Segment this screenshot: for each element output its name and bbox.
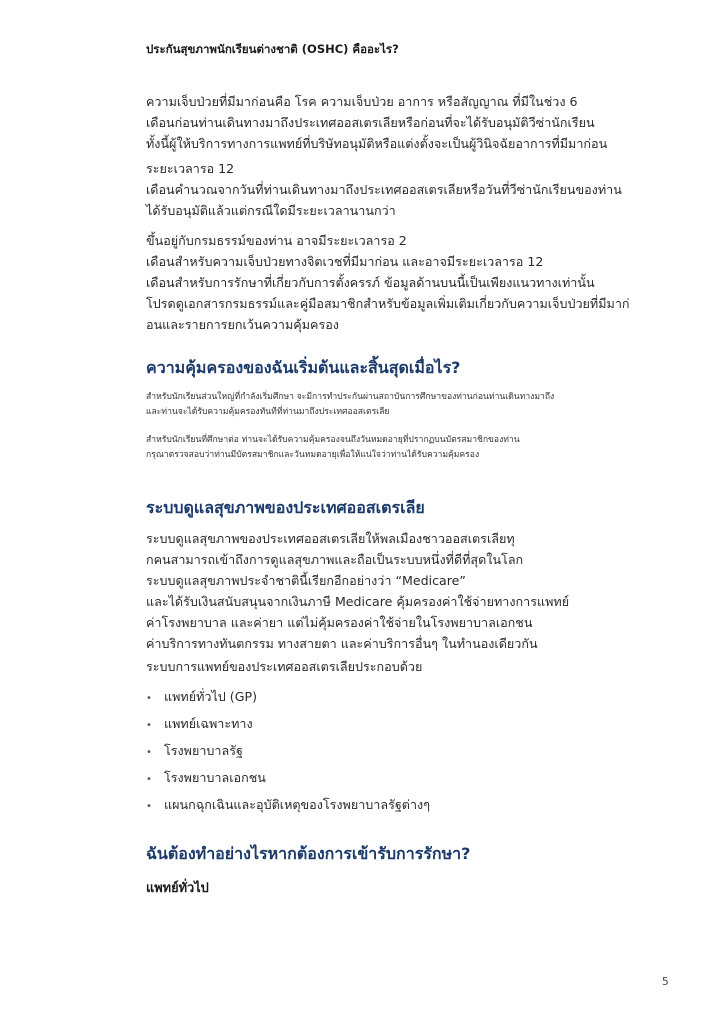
medical-system-list [146,687,430,822]
coverage-paragraph-2 [146,433,681,463]
text-line: ค่าบริการทางทันตกรรม ทางสายตา และค่าบริการอื่นๆ ในทำนองเดียวกัน [146,636,538,651]
gp-subheading: แพทย์ทั่วไป [146,881,209,896]
text-line: สำหรับนักเรียนส่วนใหญ่ที่กำลังเริ่มศึกษา จะมีการทำประกันผ่านสถาบันการศึกษาของท่านก่อนท่านเดินทางมาถึง [146,392,555,402]
pre-existing-paragraph [146,91,681,154]
text-line: ระบบการแพทย์ของประเทศออสเตรเลียประกอบด้วย [146,659,423,674]
text-line: เดือนสำหรับความเจ็บป่วยทางจิตเวชที่มีมาก่อน และอาจมีระยะเวลารอ 12 [146,254,544,269]
treatment-heading: ฉันต้องทำอย่างไรหากต้องการเข้ารับการรักษา? [146,844,471,863]
text-line: กรุณาตรวจสอบว่าท่านมีบัตรสมาชิกและวันหมดอายุเพื่อให้แน่ใจว่าท่านได้รับความคุ้มครอง [146,450,480,460]
list-intro [146,656,681,677]
text-line: ทั้งนี้ผู้ให้บริการทางการแพทย์ที่บริษัทอนุมัติหรือแต่งตั้งจะเป็นผู้วินิจฉัยอาการที่มีมาก่อน [146,136,608,151]
health-system-heading: ระบบดูแลสุขภาพของประเทศออสเตรเลีย [146,498,425,517]
coverage-paragraph-1 [146,390,681,420]
list-item [146,795,430,822]
list-item [146,687,430,714]
text-line: ระบบดูแลสุขภาพประจำชาตินี้เรียกอีกอย่างว่า “Medicare” [146,573,466,588]
list-item-text: แผนกฉุกเฉินและอุบัติเหตุของโรงพยาบาลรัฐต่างๆ [164,797,430,812]
bullet-icon: • [146,774,152,785]
text-line: โปรดดูเอกสารกรมธรรม์และคู่มือสมาชิกสำหรับข้อมูลเพิ่มเติมเกี่ยวกับความเจ็บป่วยที่มีมาก่ [146,296,630,311]
coverage-heading: ความคุ้มครองของฉันเริ่มต้นและสิ้นสุดเมื่อไร? [146,358,461,377]
text-line: และได้รับเงินสนับสนุนจากเงินภาษี Medicare คุ้มครองค่าใช้จ่ายทางการแพทย์ [146,594,570,609]
bullet-icon: • [146,693,152,704]
text-line: เดือนก่อนท่านเดินทางมาถึงประเทศออสเตรเลียหรือก่อนที่จะได้รับอนุมัติวีซ่านักเรียน [146,115,595,130]
list-item [146,741,430,768]
page-header: ประกันสุขภาพนักเรียนต่างชาติ (OSHC) คืออะไร? [146,42,399,56]
text-line: และท่านจะได้รับความคุ้มครองทันทีที่ท่านมาถึงประเทศออสเตรเลีย [146,407,390,417]
bullet-icon: • [146,747,152,758]
health-system-paragraph [146,528,681,654]
list-item [146,768,430,795]
text-line: ได้รับอนุมัติแล้วแต่กรณีใดมีระยะเวลานานกว่า [146,203,396,218]
text-line: เดือนสำหรับการรักษาที่เกี่ยวกับการตั้งครรภ์ ข้อมูลด้านบนนี้เป็นเพียงแนวทางเท่านั้น [146,275,595,290]
bullet-icon: • [146,720,152,731]
list-item [146,714,430,741]
text-line: สำหรับนักเรียนที่ศึกษาต่อ ท่านจะได้รับความคุ้มครองจนถึงวันหมดอายุที่ปรากฏบนบัตรสมาชิกของท่าน [146,435,520,445]
text-line: ระยะเวลารอ 12 [146,161,235,176]
list-item-text: แพทย์ทั่วไป (GP) [164,689,257,704]
list-item-text: โรงพยาบาลเอกชน [164,770,266,785]
waiting-period-paragraph [146,158,681,221]
text-line: ขึ้นอยู่กับกรมธรรม์ของท่าน อาจมีระยะเวลารอ 2 [146,233,407,248]
page-number: 5 [662,976,669,988]
text-line: อนและรายการยกเว้นความคุ้มครอง [146,317,339,332]
text-line: ความเจ็บป่วยที่มีมาก่อนคือ โรค ความเจ็บป่วย อาการ หรือสัญญาณ ที่มีในช่วง 6 [146,94,578,109]
list-item-text: โรงพยาบาลรัฐ [164,743,243,758]
text-line: เดือนคำนวณจากวันที่ท่านเดินทางมาถึงประเทศออสเตรเลียหรือวันที่วีซ่านักเรียนของท่าน [146,182,622,197]
bullet-icon: • [146,801,152,812]
text-line: ระบบดูแลสุขภาพของประเทศออสเตรเลียให้พลเมืองชาวออสเตรเลียทุ [146,531,515,546]
text-line: ค่าโรงพยาบาล และค่ายา แต่ไม่คุ้มครองค่าใช้จ่ายในโรงพยาบาลเอกชน [146,615,533,630]
text-line: กคนสามารถเข้าถึงการดูแลสุขภาพและถือเป็นระบบหนึ่งที่ดีที่สุดในโลก [146,552,524,567]
policy-note-paragraph [146,230,681,335]
list-item-text: แพทย์เฉพาะทาง [164,716,253,731]
